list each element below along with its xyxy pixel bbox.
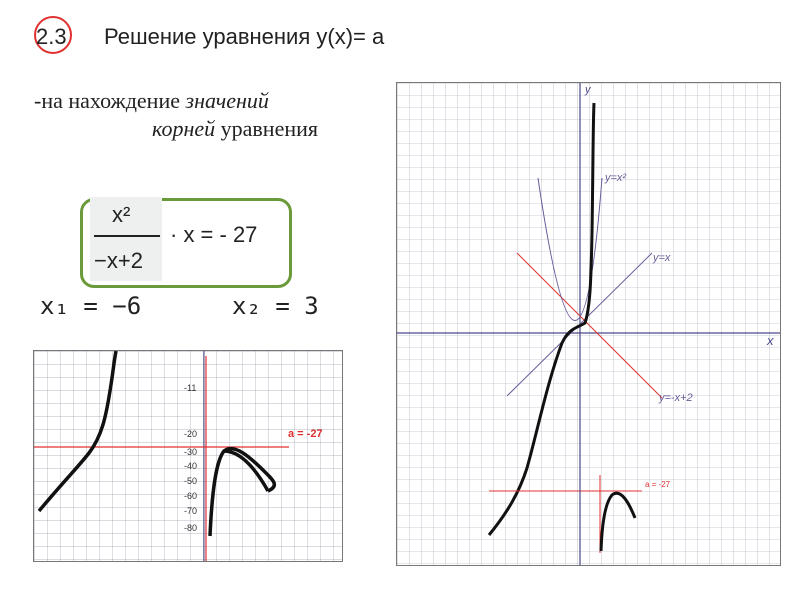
tick-label: -20 xyxy=(184,429,198,439)
tick-label: -11 xyxy=(184,383,197,393)
tick-label: -60 xyxy=(184,491,198,501)
label-y-equals-x: y=x xyxy=(653,252,671,264)
fraction-denominator: −x+2 xyxy=(94,248,143,273)
page-title: Решение уравнения y(x)= a xyxy=(104,24,385,49)
tick-label: -30 xyxy=(184,447,198,457)
root-x1: x₁ = −6 xyxy=(40,292,142,320)
tick-label: -40 xyxy=(184,461,198,471)
right-graph xyxy=(396,82,781,566)
fraction-numerator: x² xyxy=(112,202,131,227)
left-graph xyxy=(33,350,343,562)
left-a-label: a = -27 xyxy=(288,428,323,440)
tick-label: -50 xyxy=(184,476,198,486)
fraction-bar xyxy=(94,235,160,237)
equation-rest: · x = - 27 xyxy=(170,222,258,247)
subtitle-line-1 xyxy=(34,88,269,114)
label-y-neg-x-plus-2: y=-x+2 xyxy=(659,392,693,404)
subtitle-prefix: -на нахождение xyxy=(34,88,186,113)
tick-label: -80 xyxy=(184,523,198,533)
subtitle-italic-roots: корней xyxy=(152,116,216,141)
section-number: 2.3 xyxy=(36,24,67,49)
right-axis-y-label: y xyxy=(585,84,591,96)
tick-label: -70 xyxy=(184,506,198,516)
root-x2: x₂ = 3 xyxy=(232,292,319,320)
subtitle-italic-values: значений xyxy=(185,88,269,113)
right-a-label: a = -27 xyxy=(645,480,671,489)
subtitle-line-2 xyxy=(152,116,318,142)
subtitle-rest: уравнения xyxy=(215,116,318,141)
right-axis-x-label: x xyxy=(767,333,774,348)
label-y-x2: y=x² xyxy=(605,172,627,184)
